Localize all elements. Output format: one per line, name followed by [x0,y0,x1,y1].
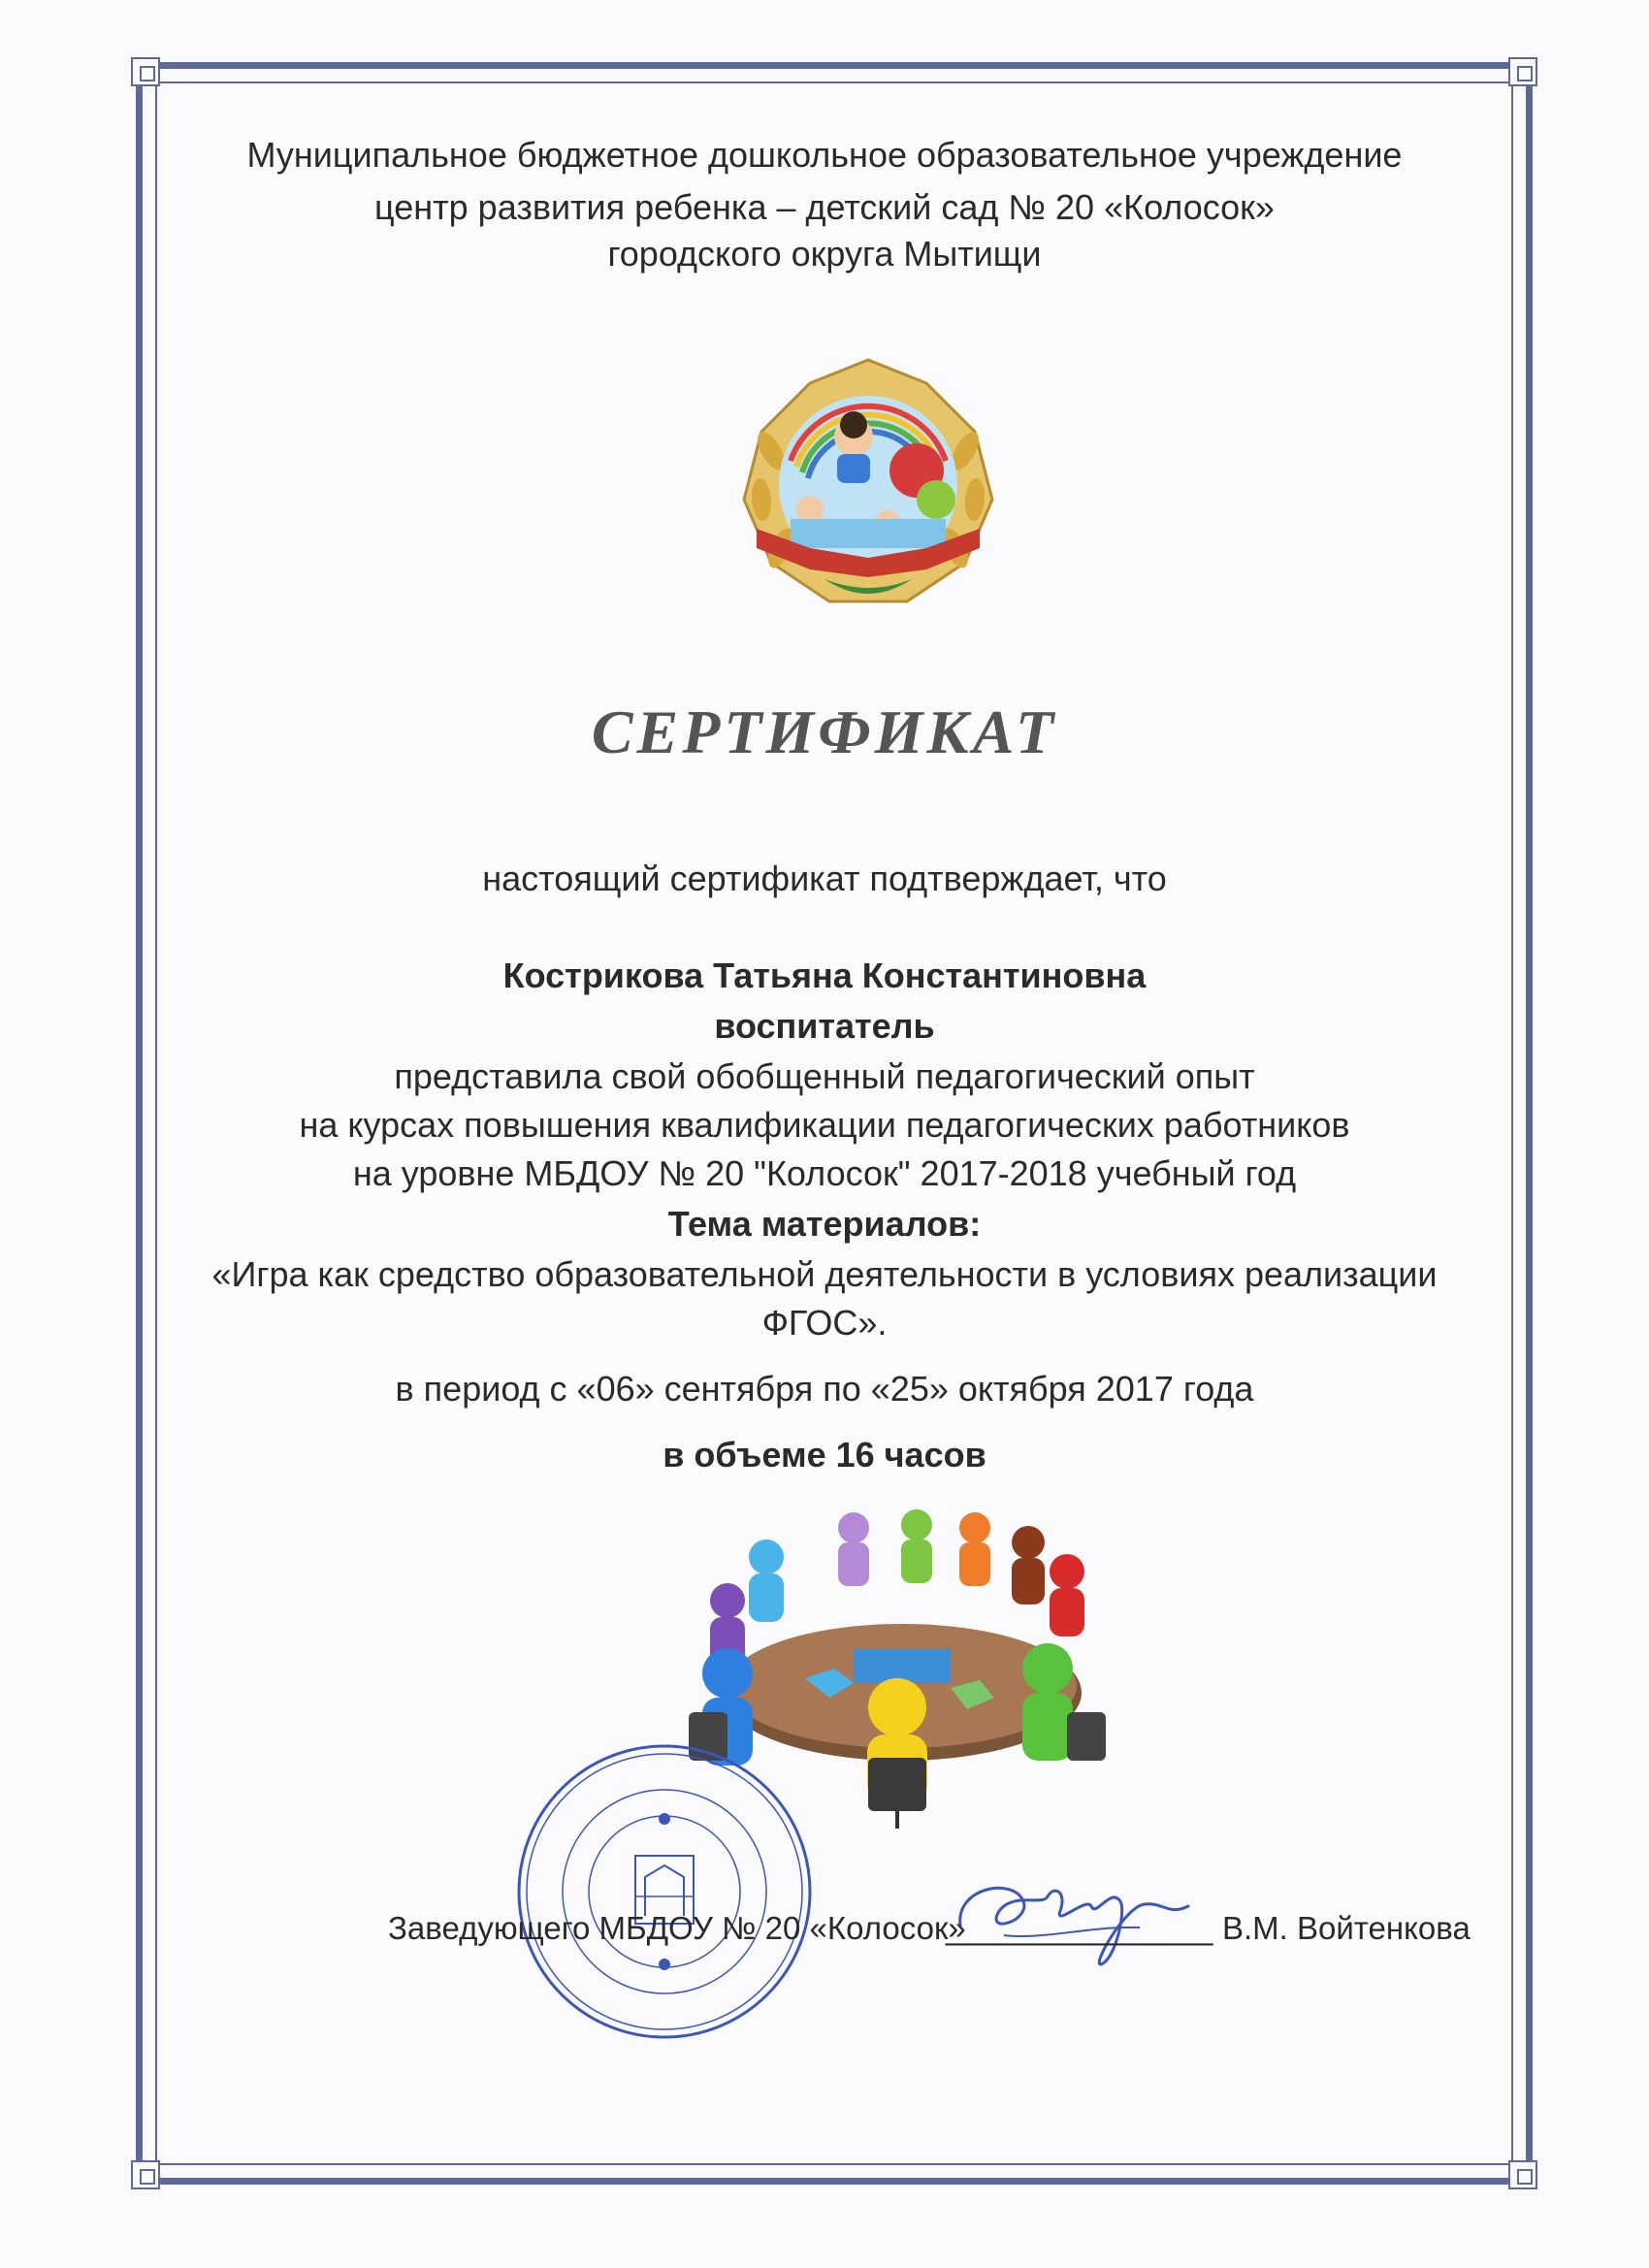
frame-corner-ornament [131,2160,160,2189]
frame-corner-ornament [131,57,160,86]
institution-name-line3: городского округа Мытищи [607,234,1042,274]
recipient-position: воспитатель [714,1006,935,1046]
topic-text-line2: ФГОС». [761,1303,888,1343]
institution-name-line1: Муниципальное бюджетное дошкольное образовательное учреждение [246,135,1403,175]
intro-text: настоящий сертификат подтверждает, что [482,859,1167,898]
signatory-position: Заведующего МБДОУ № 20 «Колосок» [388,1910,966,1946]
institution-name-line2: центр развития ребенка – детский сад № 20 «Колосок» [374,187,1275,227]
certificate-title: СЕРТИФИКАТ [591,697,1058,766]
course-volume: в объеме 16 часов [663,1435,986,1474]
official-stamp [514,1741,815,2042]
course-period: в период с «06» сентября по «25» октября 2017 года [395,1369,1254,1409]
signature-underline: _______________ [946,1910,1213,1946]
certificate-text-line1: представила свой обобщенный педагогический опыт [394,1056,1255,1096]
frame-corner-ornament [1508,2160,1537,2189]
frame-corner-ornament [1508,57,1537,86]
recipient-name: Кострикова Татьяна Константиновна [502,956,1147,995]
signatory-name: В.М. Войтенкова [1222,1910,1471,1946]
certificate-text-line3: на уровне МБДОУ № 20 "Колосок" 2017-2018 учебный год [352,1153,1297,1193]
topic-label: Тема материалов: [667,1204,982,1244]
kindergarten-emblem-logo [732,354,1004,621]
certificate-text-line2: на курсах повышения квалификации педагогических работников [299,1105,1350,1145]
topic-text-line1: «Игра как средство образовательной деятельности в условиях реализации [211,1254,1438,1294]
